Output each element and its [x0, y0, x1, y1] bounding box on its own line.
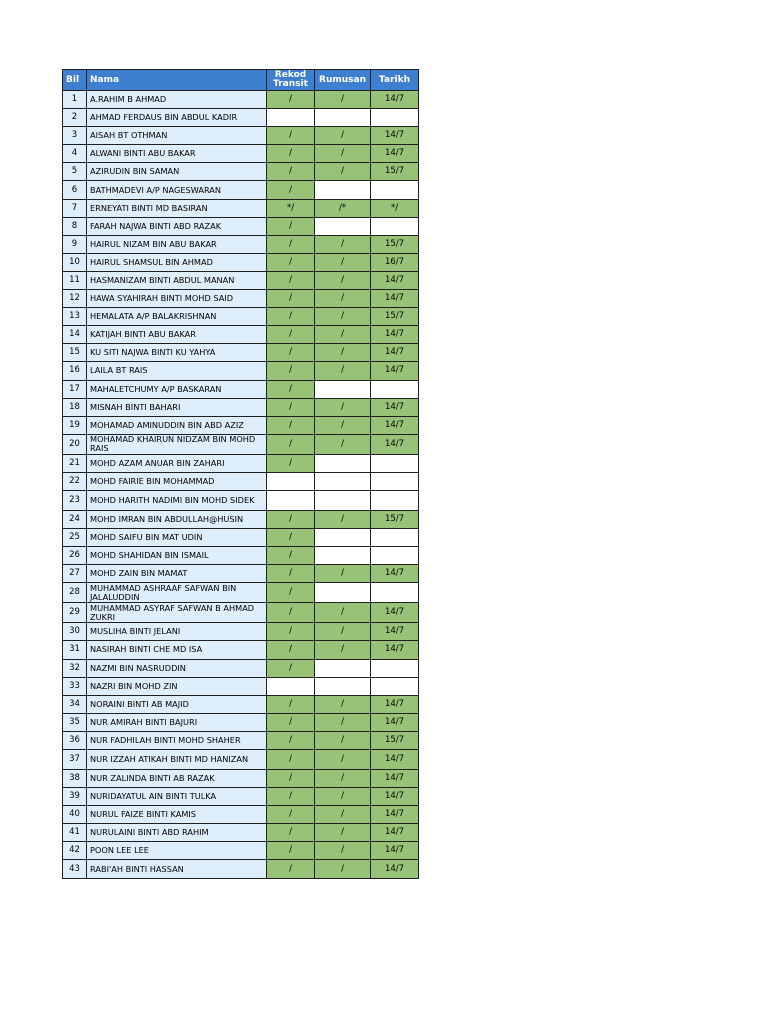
cell-nama: MOHD SAIFU BIN MAT UDIN: [87, 529, 267, 547]
table-row: [63, 547, 419, 565]
cell-rumusan: /: [315, 510, 371, 528]
cell-nama: HEMALATA A/P BALAKRISHNAN: [87, 308, 267, 326]
header-nama: Nama: [87, 70, 267, 91]
table-row: [63, 472, 419, 490]
cell-rumusan: /: [315, 788, 371, 806]
cell-nama: MOHD HARITH NADIMI BIN MOHD SIDEK: [87, 490, 267, 510]
cell-rekod-transit: /: [267, 326, 315, 344]
cell-bil: 11: [63, 271, 87, 289]
cell-rekod-transit: /: [267, 770, 315, 788]
cell-rumusan: /: [315, 271, 371, 289]
cell-rekod-transit: /: [267, 750, 315, 770]
cell-tarikh: [371, 529, 419, 547]
cell-tarikh: 14/7: [371, 398, 419, 416]
cell-bil: 39: [63, 788, 87, 806]
cell-rumusan: /: [315, 398, 371, 416]
cell-tarikh: 14/7: [371, 641, 419, 659]
cell-rekod-transit: /: [267, 842, 315, 860]
cell-nama: NORAINI BINTI AB MAJID: [87, 695, 267, 713]
cell-nama: NAZRI BIN MOHD ZIN: [87, 677, 267, 695]
cell-bil: 21: [63, 454, 87, 472]
cell-bil: 27: [63, 565, 87, 583]
header-row: [63, 70, 419, 91]
table-row: [63, 434, 419, 454]
table-row: [63, 623, 419, 641]
table-row: [63, 731, 419, 749]
cell-tarikh: 14/7: [371, 788, 419, 806]
cell-rumusan: [315, 583, 371, 603]
table-body: [63, 91, 419, 879]
cell-tarikh: 14/7: [371, 127, 419, 145]
cell-rumusan: /: [315, 362, 371, 380]
cell-rumusan: [315, 380, 371, 398]
cell-rumusan: /: [315, 290, 371, 308]
cell-bil: 36: [63, 731, 87, 749]
table-row: [63, 271, 419, 289]
cell-rekod-transit: [267, 490, 315, 510]
cell-tarikh: 14/7: [371, 713, 419, 731]
table-row: [63, 235, 419, 253]
cell-rumusan: /: [315, 416, 371, 434]
cell-bil: 3: [63, 127, 87, 145]
cell-rumusan: [315, 181, 371, 199]
cell-nama: MUHAMMAD ASYRAF SAFWAN B AHMAD ZUKRI: [87, 603, 267, 623]
table-row: [63, 713, 419, 731]
cell-tarikh: [371, 380, 419, 398]
cell-rekod-transit: [267, 472, 315, 490]
cell-nama: HAIRUL NIZAM BIN ABU BAKAR: [87, 235, 267, 253]
cell-rumusan: /: [315, 235, 371, 253]
cell-rumusan: /: [315, 713, 371, 731]
table-row: [63, 344, 419, 362]
cell-rekod-transit: /: [267, 253, 315, 271]
cell-rekod-transit: /: [267, 713, 315, 731]
cell-nama: MAHALETCHUMY A/P BASKARAN: [87, 380, 267, 398]
table-row: [63, 398, 419, 416]
cell-rumusan: /: [315, 91, 371, 109]
cell-bil: 10: [63, 253, 87, 271]
cell-rumusan: [315, 659, 371, 677]
cell-rekod-transit: */: [267, 199, 315, 217]
cell-tarikh: */: [371, 199, 419, 217]
cell-nama: NURIDAYATUL AIN BINTI TULKA: [87, 788, 267, 806]
cell-bil: 25: [63, 529, 87, 547]
cell-nama: KU SITI NAJWA BINTI KU YAHYA: [87, 344, 267, 362]
table-row: [63, 603, 419, 623]
cell-rekod-transit: /: [267, 529, 315, 547]
table-row: [63, 145, 419, 163]
cell-tarikh: 14/7: [371, 695, 419, 713]
cell-tarikh: 15/7: [371, 731, 419, 749]
student-table: [62, 69, 419, 879]
cell-bil: 29: [63, 603, 87, 623]
cell-bil: 19: [63, 416, 87, 434]
cell-nama: MOHD AZAM ANUAR BIN ZAHARI: [87, 454, 267, 472]
cell-rumusan: /: [315, 308, 371, 326]
cell-bil: 12: [63, 290, 87, 308]
cell-tarikh: 14/7: [371, 271, 419, 289]
cell-rekod-transit: /: [267, 91, 315, 109]
cell-rekod-transit: [267, 677, 315, 695]
cell-nama: NURULAINI BINTI ABD RAHIM: [87, 824, 267, 842]
table-row: [63, 127, 419, 145]
cell-tarikh: [371, 109, 419, 127]
table-row: [63, 860, 419, 878]
cell-nama: NUR FADHILAH BINTI MOHD SHAHER: [87, 731, 267, 749]
cell-nama: AISAH BT OTHMAN: [87, 127, 267, 145]
table-row: [63, 199, 419, 217]
cell-rumusan: /: [315, 842, 371, 860]
cell-nama: NASIRAH BINTI CHE MD ISA: [87, 641, 267, 659]
cell-rekod-transit: /: [267, 806, 315, 824]
cell-bil: 18: [63, 398, 87, 416]
table-row: [63, 510, 419, 528]
cell-bil: 28: [63, 583, 87, 603]
cell-tarikh: 14/7: [371, 824, 419, 842]
cell-rumusan: /: [315, 824, 371, 842]
cell-bil: 17: [63, 380, 87, 398]
cell-rumusan: [315, 109, 371, 127]
cell-nama: HASMANIZAM BINTI ABDUL MANAN: [87, 271, 267, 289]
cell-tarikh: 14/7: [371, 750, 419, 770]
cell-rumusan: /: [315, 641, 371, 659]
cell-rekod-transit: /: [267, 235, 315, 253]
cell-nama: AZIRUDIN BIN SAMAN: [87, 163, 267, 181]
cell-nama: MOHD ZAIN BIN MAMAT: [87, 565, 267, 583]
cell-rumusan: /: [315, 750, 371, 770]
cell-tarikh: 14/7: [371, 842, 419, 860]
cell-rumusan: [315, 677, 371, 695]
cell-tarikh: 14/7: [371, 434, 419, 454]
table-row: [63, 770, 419, 788]
cell-tarikh: 14/7: [371, 362, 419, 380]
cell-bil: 1: [63, 91, 87, 109]
cell-rekod-transit: /: [267, 398, 315, 416]
cell-rekod-transit: /: [267, 860, 315, 878]
table-row: [63, 750, 419, 770]
table-row: [63, 806, 419, 824]
cell-rekod-transit: /: [267, 565, 315, 583]
cell-bil: 6: [63, 181, 87, 199]
cell-tarikh: [371, 547, 419, 565]
cell-bil: 33: [63, 677, 87, 695]
cell-rumusan: [315, 217, 371, 235]
table-row: [63, 290, 419, 308]
cell-rekod-transit: /: [267, 434, 315, 454]
table-row: [63, 677, 419, 695]
cell-bil: 26: [63, 547, 87, 565]
cell-tarikh: [371, 677, 419, 695]
cell-nama: ERNEYATI BINTI MD BASIRAN: [87, 199, 267, 217]
cell-nama: LAILA BT RAIS: [87, 362, 267, 380]
cell-bil: 22: [63, 472, 87, 490]
cell-tarikh: 15/7: [371, 163, 419, 181]
cell-rumusan: /: [315, 623, 371, 641]
cell-rumusan: /*: [315, 199, 371, 217]
cell-rumusan: /: [315, 565, 371, 583]
table-row: [63, 416, 419, 434]
cell-bil: 5: [63, 163, 87, 181]
cell-rumusan: /: [315, 326, 371, 344]
cell-rekod-transit: /: [267, 603, 315, 623]
cell-bil: 41: [63, 824, 87, 842]
cell-nama: MUSLIHA BINTI JELANI: [87, 623, 267, 641]
cell-nama: MOHD IMRAN BIN ABDULLAH@HUSIN: [87, 510, 267, 528]
cell-bil: 13: [63, 308, 87, 326]
table-row: [63, 583, 419, 603]
cell-rumusan: /: [315, 806, 371, 824]
cell-rekod-transit: /: [267, 731, 315, 749]
header-tarikh: Tarikh: [371, 70, 419, 91]
cell-nama: MUHAMMAD ASHRAAF SAFWAN BIN JALALUDDIN: [87, 583, 267, 603]
table-row: [63, 181, 419, 199]
cell-bil: 38: [63, 770, 87, 788]
cell-tarikh: 14/7: [371, 770, 419, 788]
cell-bil: 31: [63, 641, 87, 659]
cell-bil: 35: [63, 713, 87, 731]
cell-tarikh: [371, 217, 419, 235]
cell-rekod-transit: /: [267, 380, 315, 398]
cell-tarikh: 14/7: [371, 326, 419, 344]
cell-bil: 43: [63, 860, 87, 878]
cell-rekod-transit: /: [267, 290, 315, 308]
cell-rumusan: [315, 472, 371, 490]
cell-rekod-transit: /: [267, 583, 315, 603]
cell-rumusan: /: [315, 163, 371, 181]
cell-bil: 2: [63, 109, 87, 127]
cell-nama: MOHAMAD KHAIRUN NIDZAM BIN MOHD RAIS: [87, 434, 267, 454]
cell-bil: 8: [63, 217, 87, 235]
cell-rekod-transit: /: [267, 217, 315, 235]
cell-tarikh: 15/7: [371, 235, 419, 253]
cell-nama: A.RAHIM B AHMAD: [87, 91, 267, 109]
cell-bil: 7: [63, 199, 87, 217]
cell-bil: 40: [63, 806, 87, 824]
cell-rekod-transit: /: [267, 344, 315, 362]
cell-rekod-transit: /: [267, 308, 315, 326]
cell-rumusan: /: [315, 127, 371, 145]
cell-rekod-transit: /: [267, 824, 315, 842]
cell-bil: 32: [63, 659, 87, 677]
header-rekod-transit: Rekod Transit: [267, 70, 315, 91]
cell-rumusan: /: [315, 434, 371, 454]
table-row: [63, 91, 419, 109]
cell-rekod-transit: /: [267, 127, 315, 145]
cell-rekod-transit: /: [267, 271, 315, 289]
cell-rekod-transit: /: [267, 659, 315, 677]
cell-tarikh: [371, 659, 419, 677]
table-row: [63, 842, 419, 860]
cell-nama: NUR IZZAH ATIKAH BINTI MD HANIZAN: [87, 750, 267, 770]
cell-nama: NURUL FAIZE BINTI KAMIS: [87, 806, 267, 824]
cell-rekod-transit: /: [267, 181, 315, 199]
table-row: [63, 641, 419, 659]
cell-rumusan: /: [315, 695, 371, 713]
cell-nama: KATIJAH BINTI ABU BAKAR: [87, 326, 267, 344]
cell-nama: NUR AMIRAH BINTI BAJURI: [87, 713, 267, 731]
table-row: [63, 380, 419, 398]
cell-tarikh: 14/7: [371, 860, 419, 878]
cell-tarikh: 15/7: [371, 308, 419, 326]
cell-nama: NUR ZALINDA BINTI AB RAZAK: [87, 770, 267, 788]
cell-rumusan: [315, 547, 371, 565]
cell-rumusan: [315, 490, 371, 510]
cell-rumusan: /: [315, 731, 371, 749]
cell-bil: 16: [63, 362, 87, 380]
cell-rekod-transit: /: [267, 623, 315, 641]
cell-rekod-transit: /: [267, 454, 315, 472]
cell-rekod-transit: /: [267, 547, 315, 565]
cell-rekod-transit: /: [267, 163, 315, 181]
cell-nama: FARAH NAJWA BINTI ABD RAZAK: [87, 217, 267, 235]
table-row: [63, 308, 419, 326]
cell-nama: MOHAMAD AMINUDDIN BIN ABD AZIZ: [87, 416, 267, 434]
cell-nama: HAIRUL SHAMSUL BIN AHMAD: [87, 253, 267, 271]
cell-nama: MOHD FAIRIE BIN MOHAMMAD: [87, 472, 267, 490]
cell-tarikh: [371, 583, 419, 603]
cell-rumusan: /: [315, 253, 371, 271]
cell-tarikh: 14/7: [371, 623, 419, 641]
cell-rumusan: /: [315, 860, 371, 878]
cell-nama: RABI'AH BINTI HASSAN: [87, 860, 267, 878]
cell-tarikh: 14/7: [371, 416, 419, 434]
cell-tarikh: 14/7: [371, 91, 419, 109]
table-row: [63, 326, 419, 344]
cell-bil: 20: [63, 434, 87, 454]
cell-bil: 4: [63, 145, 87, 163]
cell-nama: AHMAD FERDAUS BIN ABDUL KADIR: [87, 109, 267, 127]
cell-rekod-transit: /: [267, 641, 315, 659]
cell-tarikh: 14/7: [371, 344, 419, 362]
cell-bil: 24: [63, 510, 87, 528]
cell-tarikh: 14/7: [371, 565, 419, 583]
cell-rekod-transit: [267, 109, 315, 127]
cell-bil: 23: [63, 490, 87, 510]
table-row: [63, 217, 419, 235]
cell-rumusan: /: [315, 603, 371, 623]
table-row: [63, 824, 419, 842]
cell-tarikh: [371, 490, 419, 510]
cell-nama: POON LEE LEE: [87, 842, 267, 860]
cell-bil: 37: [63, 750, 87, 770]
cell-nama: MISNAH BINTI BAHARI: [87, 398, 267, 416]
header-bil: Bil: [63, 70, 87, 91]
table-row: [63, 565, 419, 583]
cell-bil: 42: [63, 842, 87, 860]
cell-rumusan: /: [315, 344, 371, 362]
table-row: [63, 788, 419, 806]
cell-rekod-transit: /: [267, 695, 315, 713]
cell-tarikh: [371, 181, 419, 199]
cell-bil: 14: [63, 326, 87, 344]
cell-tarikh: 14/7: [371, 806, 419, 824]
header-rumusan: Rumusan: [315, 70, 371, 91]
cell-rumusan: [315, 529, 371, 547]
table-row: [63, 529, 419, 547]
table-row: [63, 109, 419, 127]
cell-nama: ALWANI BINTI ABU BAKAR: [87, 145, 267, 163]
cell-rekod-transit: /: [267, 145, 315, 163]
cell-rekod-transit: /: [267, 362, 315, 380]
table-row: [63, 454, 419, 472]
cell-rekod-transit: /: [267, 416, 315, 434]
cell-nama: NAZMI BIN NASRUDDIN: [87, 659, 267, 677]
cell-rekod-transit: /: [267, 788, 315, 806]
cell-tarikh: 14/7: [371, 603, 419, 623]
cell-tarikh: [371, 454, 419, 472]
cell-bil: 15: [63, 344, 87, 362]
cell-rumusan: [315, 454, 371, 472]
table-row: [63, 695, 419, 713]
cell-bil: 34: [63, 695, 87, 713]
cell-nama: BATHMADEVI A/P NAGESWARAN: [87, 181, 267, 199]
cell-bil: 30: [63, 623, 87, 641]
cell-nama: MOHD SHAHIDAN BIN ISMAIL: [87, 547, 267, 565]
cell-tarikh: 14/7: [371, 145, 419, 163]
cell-tarikh: 16/7: [371, 253, 419, 271]
cell-rumusan: /: [315, 145, 371, 163]
cell-bil: 9: [63, 235, 87, 253]
table-row: [63, 659, 419, 677]
table-row: [63, 362, 419, 380]
cell-rekod-transit: /: [267, 510, 315, 528]
cell-rumusan: /: [315, 770, 371, 788]
cell-nama: HAWA SYAHIRAH BINTI MOHD SAID: [87, 290, 267, 308]
cell-tarikh: [371, 472, 419, 490]
table-row: [63, 253, 419, 271]
cell-tarikh: 15/7: [371, 510, 419, 528]
table-row: [63, 163, 419, 181]
cell-tarikh: 14/7: [371, 290, 419, 308]
table-row: [63, 490, 419, 510]
